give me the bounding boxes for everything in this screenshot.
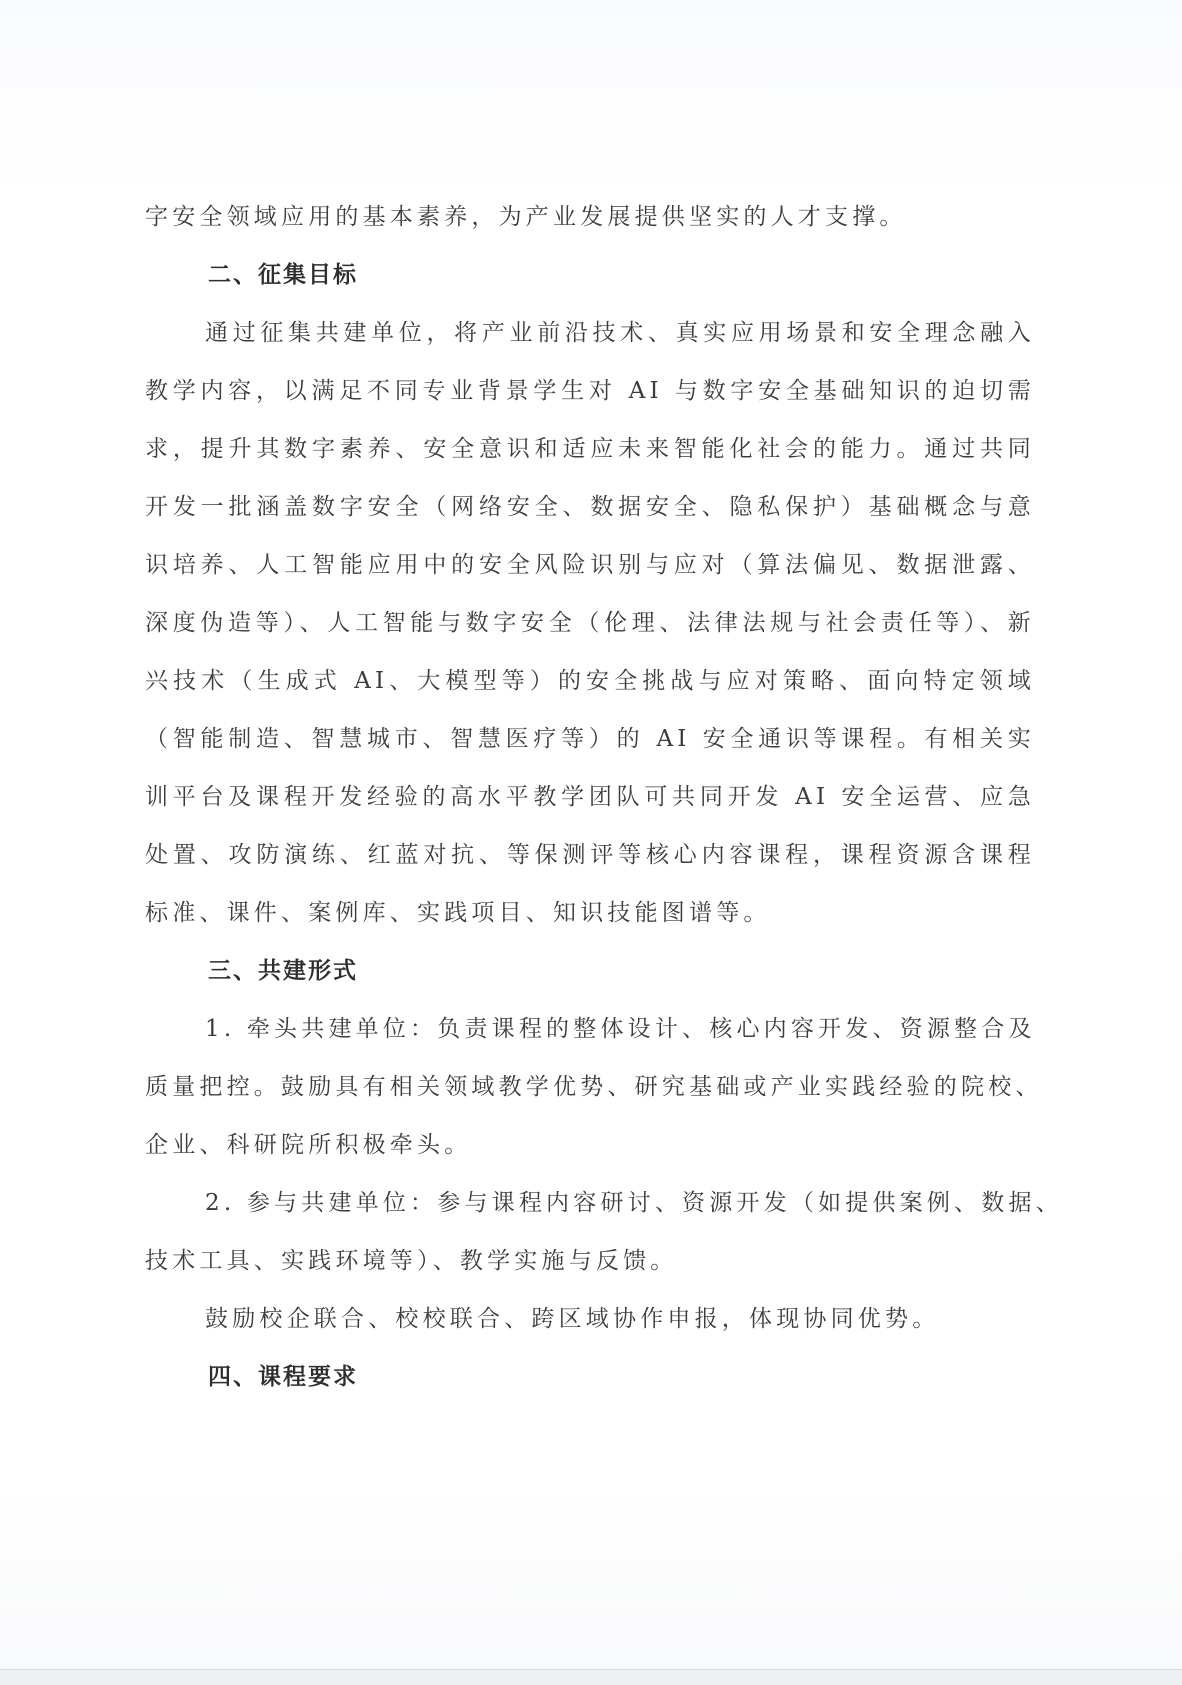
page-bottom-edge bbox=[0, 1669, 1182, 1685]
paragraph-line: 2. 参与共建单位：参与课程内容研讨、资源开发（如提供案例、数据、 bbox=[205, 1190, 1063, 1216]
paragraph-line: 标准、课件、案例库、实践项目、知识技能图谱等。 bbox=[145, 900, 771, 926]
paragraph-line: （智能制造、智慧城市、智慧医疗等）的 AI 安全通识等课程。有相关实 bbox=[145, 726, 1035, 752]
paragraph-line: 兴技术（生成式 AI、大模型等）的安全挑战与应对策略、面向特定领域 bbox=[145, 668, 1035, 694]
paragraph-line: 开发一批涵盖数字安全（网络安全、数据安全、隐私保护）基础概念与意 bbox=[145, 494, 1035, 520]
paragraph-line: 处置、攻防演练、红蓝对抗、等保测评等核心内容课程，课程资源含课程 bbox=[145, 842, 1035, 868]
paragraph-line: 鼓励校企联合、校校联合、跨区域协作申报，体现协同优势。 bbox=[205, 1306, 940, 1332]
paragraph-line: 字安全领域应用的基本素养，为产业发展提供坚实的人才支撑。 bbox=[145, 204, 907, 230]
paragraph-line: 1. 牵头共建单位：负责课程的整体设计、核心内容开发、资源整合及 bbox=[205, 1016, 1036, 1042]
paragraph-line: 深度伪造等）、人工智能与数字安全（伦理、法律法规与社会责任等）、新 bbox=[145, 610, 1035, 636]
section-heading: 二、征集目标 bbox=[208, 262, 358, 288]
paragraph-line: 识培养、人工智能应用中的安全风险识别与应对（算法偏见、数据泄露、 bbox=[145, 552, 1035, 578]
paragraph-line: 技术工具、实践环境等）、教学实施与反馈。 bbox=[145, 1248, 678, 1274]
paragraph-line: 企业、科研院所积极牵头。 bbox=[145, 1132, 472, 1158]
paragraph-line: 质量把控。鼓励具有相关领域教学优势、研究基础或产业实践经验的院校、 bbox=[145, 1074, 1043, 1100]
section-heading: 三、共建形式 bbox=[208, 958, 358, 984]
paragraph-line: 求，提升其数字素养、安全意识和适应未来智能化社会的能力。通过共同 bbox=[145, 436, 1035, 462]
paragraph-line: 通过征集共建单位，将产业前沿技术、真实应用场景和安全理念融入 bbox=[205, 320, 1035, 346]
paragraph-line: 训平台及课程开发经验的高水平教学团队可共同开发 AI 安全运营、应急 bbox=[145, 784, 1035, 810]
paragraph-line: 教学内容，以满足不同专业背景学生对 AI 与数字安全基础知识的迫切需 bbox=[145, 378, 1035, 404]
section-heading: 四、课程要求 bbox=[208, 1364, 358, 1390]
